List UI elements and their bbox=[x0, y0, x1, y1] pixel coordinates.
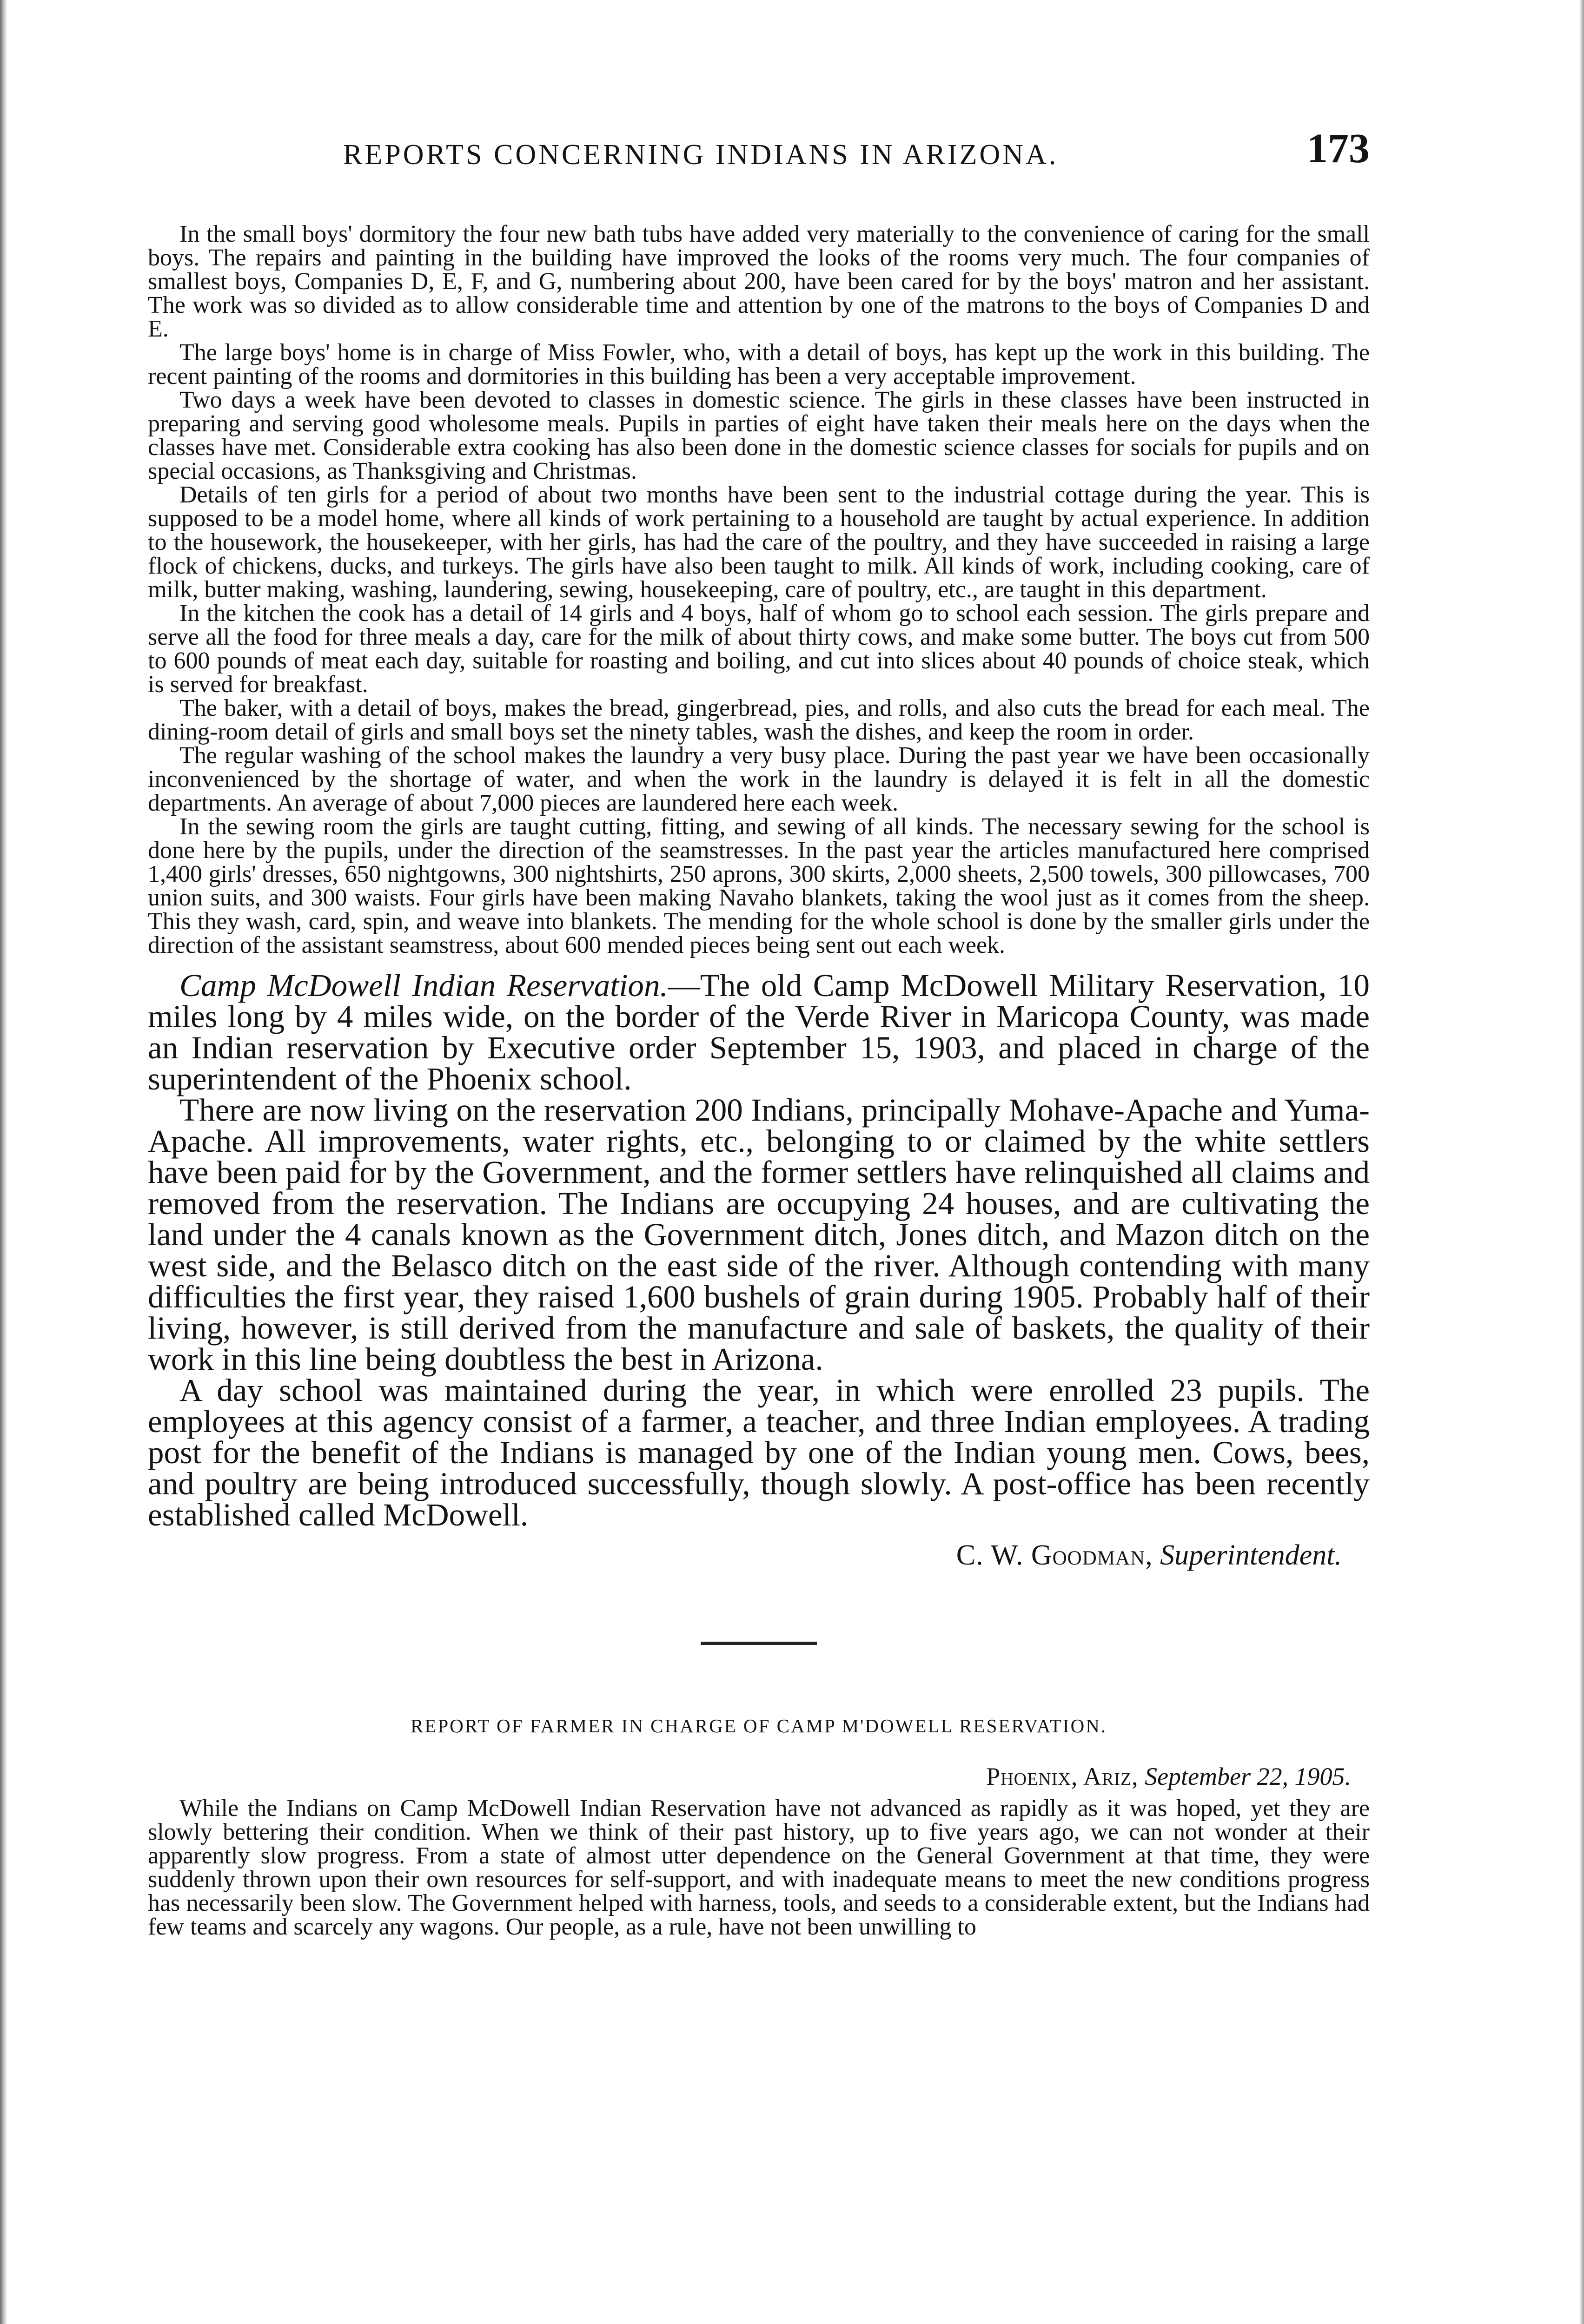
farmer-report-heading: REPORT OF FARMER IN CHARGE OF CAMP M'DOWELL RESERVATION. bbox=[410, 1715, 1107, 1736]
superintendent-signature bbox=[148, 1539, 1370, 1572]
camp-mcdowell-intro-text: —The old Camp McDowell Military Reservation, 10 miles long by 4 miles wide, on the border of the Verde River in Maricopa County, was made an Indian reservation by Executive order September 15, 1903, and placed in charge of the superintendent of the Phoenix school. bbox=[148, 968, 1370, 1096]
running-title: REPORTS CONCERNING INDIANS IN ARIZONA. bbox=[343, 139, 1059, 171]
document-page bbox=[148, 125, 1370, 1939]
dateline-date: September 22, 1905. bbox=[1145, 1763, 1351, 1790]
paragraph-day-school: A day school was maintained during the year, in which were enrolled 23 pupils. The employees at this agency consist of a farmer, a teacher, and three Indian employees. A trading post for the benefit of the Indians is managed by one of the Indian young men. Cows, bees, and poultry are being introduced successfully, though slowly. A post-office has been recently established called McDowell. bbox=[148, 1373, 1370, 1532]
paragraph-sewing-room: In the sewing room the girls are taught cutting, fitting, and sewing of all kinds. The necessary sewing for the school is done here by the pupils, under the direction of the seamstresses. In the past year the articles manufactured here comprised 1,400 girls' dresses, 650 nightgowns, 300 nightshirts, 250 aprons, 300 skirts, 2,000 sheets, 2,500 towels, 300 pillowcases, 700 union suits, and 300 waists. Four girls have been making Navaho blankets, taking the wool just as it comes from the sheep. This they wash, card, spin, and weave into blankets. The mending for the whole school is done by the smaller girls under the direction of the assistant seamstress, about 600 mended pieces being sent out each week. bbox=[148, 813, 1370, 958]
farmer-report-dateline bbox=[148, 1762, 1370, 1791]
running-head bbox=[148, 125, 1370, 180]
section-divider-rule bbox=[701, 1642, 817, 1645]
paragraph-industrial-cottage: Details of ten girls for a period of about two months have been sent to the industrial cottage during the year. This is supposed to be a model home, where all kinds of work pertaining to a household are taught by actual experience. In addition to the housework, the housekeeper, with her girls, has had the care of the poultry, and they have succeeded in raising a large flock of chickens, ducks, and turkeys. The girls have also been taught to milk. All kinds of work, including cooking, care of milk, butter making, washing, laundering, sewing, housekeeping, care of poultry, etc., are taught in this department. bbox=[148, 482, 1370, 603]
signature-name: C. W. Goodman, bbox=[956, 1539, 1153, 1571]
page-binding-edge bbox=[0, 0, 7, 2324]
paragraph-farmer-report: While the Indians on Camp McDowell Indian Reservation have not advanced as rapidly as it was hoped, yet they are slowly bettering their condition. When we think of their past history, up to five years ago, we can not wonder at their apparently slow progress. From a state of almost utter dependence on the General Government at that time, they were suddenly thrown upon their own resources for self-support, and with inadequate means to meet the new conditions progress has necessarily been slow. The Government helped with harness, tools, and seeds to a considerable extent, but the Indians had few teams and scarcely any wagons. Our people, as a rule, have not been unwilling to bbox=[148, 1795, 1370, 1940]
paragraph-camp-mcdowell-intro bbox=[148, 970, 1370, 1095]
boarding-school-section bbox=[148, 222, 1370, 957]
farmer-report-body bbox=[148, 1796, 1370, 1939]
page-right-edge bbox=[1579, 0, 1584, 2324]
paragraph-domestic-science: Two days a week have been devoted to classes in domestic science. The girls in these classes have been instructed in preparing and serving good wholesome meals. Pupils in parties of eight have taken their meals here on the days when the classes have met. Considerable extra cooking has also been done in the domestic science classes for socials for pupils and on special occasions, as Thanksgiving and Christmas. bbox=[148, 387, 1370, 484]
camp-mcdowell-section bbox=[148, 970, 1370, 1572]
paragraph-baker: The baker, with a detail of boys, makes the bread, gingerbread, pies, and rolls, and also cuts the bread for each meal. The dining-room detail of girls and small boys set the ninety tables, wash the dishes, and keep the room in order. bbox=[148, 695, 1370, 745]
signature-title: Superintendent. bbox=[1160, 1539, 1342, 1571]
dateline-place: Phoenix, Ariz, bbox=[986, 1763, 1139, 1790]
paragraph-kitchen: In the kitchen the cook has a detail of 14 girls and 4 boys, half of whom go to school each session. The girls prepare and serve all the food for three meals a day, care for the milk of about thirty cows, and make some butter. The boys cut from 500 to 600 pounds of meat each day, suitable for roasting and boiling, and cut into slices about 40 pounds of choice steak, which is served for breakfast. bbox=[148, 600, 1370, 698]
paragraph-reservation-population: There are now living on the reservation 200 Indians, principally Mohave-Apache and Yuma-Apache. All improvements, water rights, etc., belonging to or claimed by the white settlers have been paid for by the Government, and the former settlers have relinquished all claims and removed from the reservation. The Indians are occupying 24 houses, and are cultivating the land under the 4 canals known as the Government ditch, Jones ditch, and Mazon ditch on the west side, and the Belasco ditch on the east side of the river. Although contending with many difficulties the first year, they raised 1,600 bushels of grain during 1905. Probably half of their living, however, is still derived from the manufacture and sale of baskets, the quality of their work in this line being doubtless the best in Arizona. bbox=[148, 1092, 1370, 1377]
page-number: 173 bbox=[1307, 125, 1370, 172]
paragraph-large-boys-home: The large boys' home is in charge of Miss Fowler, who, with a detail of boys, has kept up the work in this building. The recent painting of the rooms and dormitories in this building has been a very acceptable improvement. bbox=[148, 339, 1370, 390]
paragraph-laundry: The regular washing of the school makes the laundry a very busy place. During the past year we have been occasionally inconvenienced by the shortage of water, and when the work in the laundry is delayed it is felt in all the domestic departments. An average of about 7,000 pieces are laundered here each week. bbox=[148, 742, 1370, 816]
paragraph-small-boys-dormitory: In the small boys' dormitory the four new bath tubs have added very materially to the convenience of caring for the small boys. The repairs and painting in the building have improved the looks of the rooms very much. The four companies of smallest boys, Companies D, E, F, and G, numbering about 200, have been cared for by the boys' matron and her assistant. The work was so divided as to allow considerable time and attention by one of the matrons to the boys of Companies D and E. bbox=[148, 221, 1370, 342]
section-title-camp-mcdowell: Camp McDowell Indian Reservation. bbox=[179, 968, 668, 1003]
